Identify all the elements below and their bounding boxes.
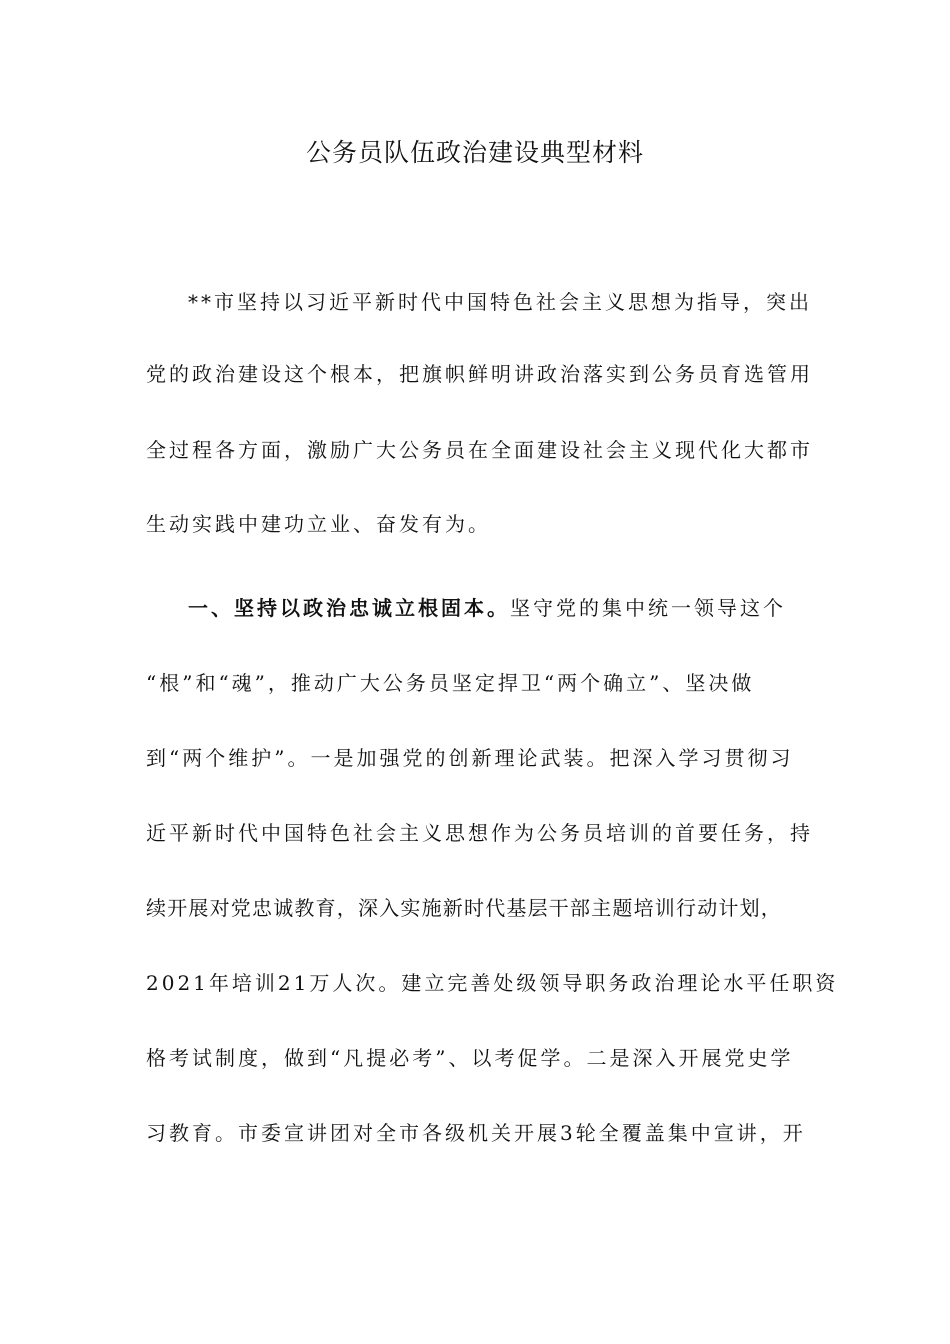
section1-line-7: 格考试制度，做到“凡提必考”、以考促学。二是深入开展党史学	[146, 1046, 794, 1070]
section1-line-5: 续开展对党忠诚教育，深入实施新时代基层干部主题培训行动计划，	[146, 896, 782, 920]
intro-line-4: 生动实践中建功立业、奋发有为。	[146, 512, 491, 536]
section1-line-6: 2021年培训21万人次。建立完善处级领导职务政治理论水平任职资	[146, 971, 839, 995]
intro-line-1: **市坚持以习近平新时代中国特色社会主义思想为指导，突出	[188, 290, 812, 314]
section1-first-line	[188, 592, 806, 624]
section1-line-3: 到“两个维护”。一是加强党的创新理论武装。把深入学习贯彻习	[146, 746, 794, 770]
section1-line-8: 习教育。市委宣讲团对全市各级机关开展3轮全覆盖集中宣讲，开	[146, 1121, 806, 1145]
section1-first-line-rest: 坚守党的集中统一领导这个	[510, 596, 786, 620]
intro-line-2: 党的政治建设这个根本，把旗帜鲜明讲政治落实到公务员育选管用	[146, 362, 813, 386]
intro-line-3: 全过程各方面，激励广大公务员在全面建设社会主义现代化大都市	[146, 438, 813, 462]
document-title: 公务员队伍政治建设典型材料	[305, 138, 644, 167]
section1-line-4: 近平新时代中国特色社会主义思想作为公务员培训的首要任务，持	[146, 821, 813, 845]
section1-heading: 一、坚持以政治忠诚立根固本。	[188, 596, 510, 620]
section1-line-2: “根”和“魂”，推动广大公务员坚定捍卫“两个确立”、坚决做	[146, 671, 755, 695]
